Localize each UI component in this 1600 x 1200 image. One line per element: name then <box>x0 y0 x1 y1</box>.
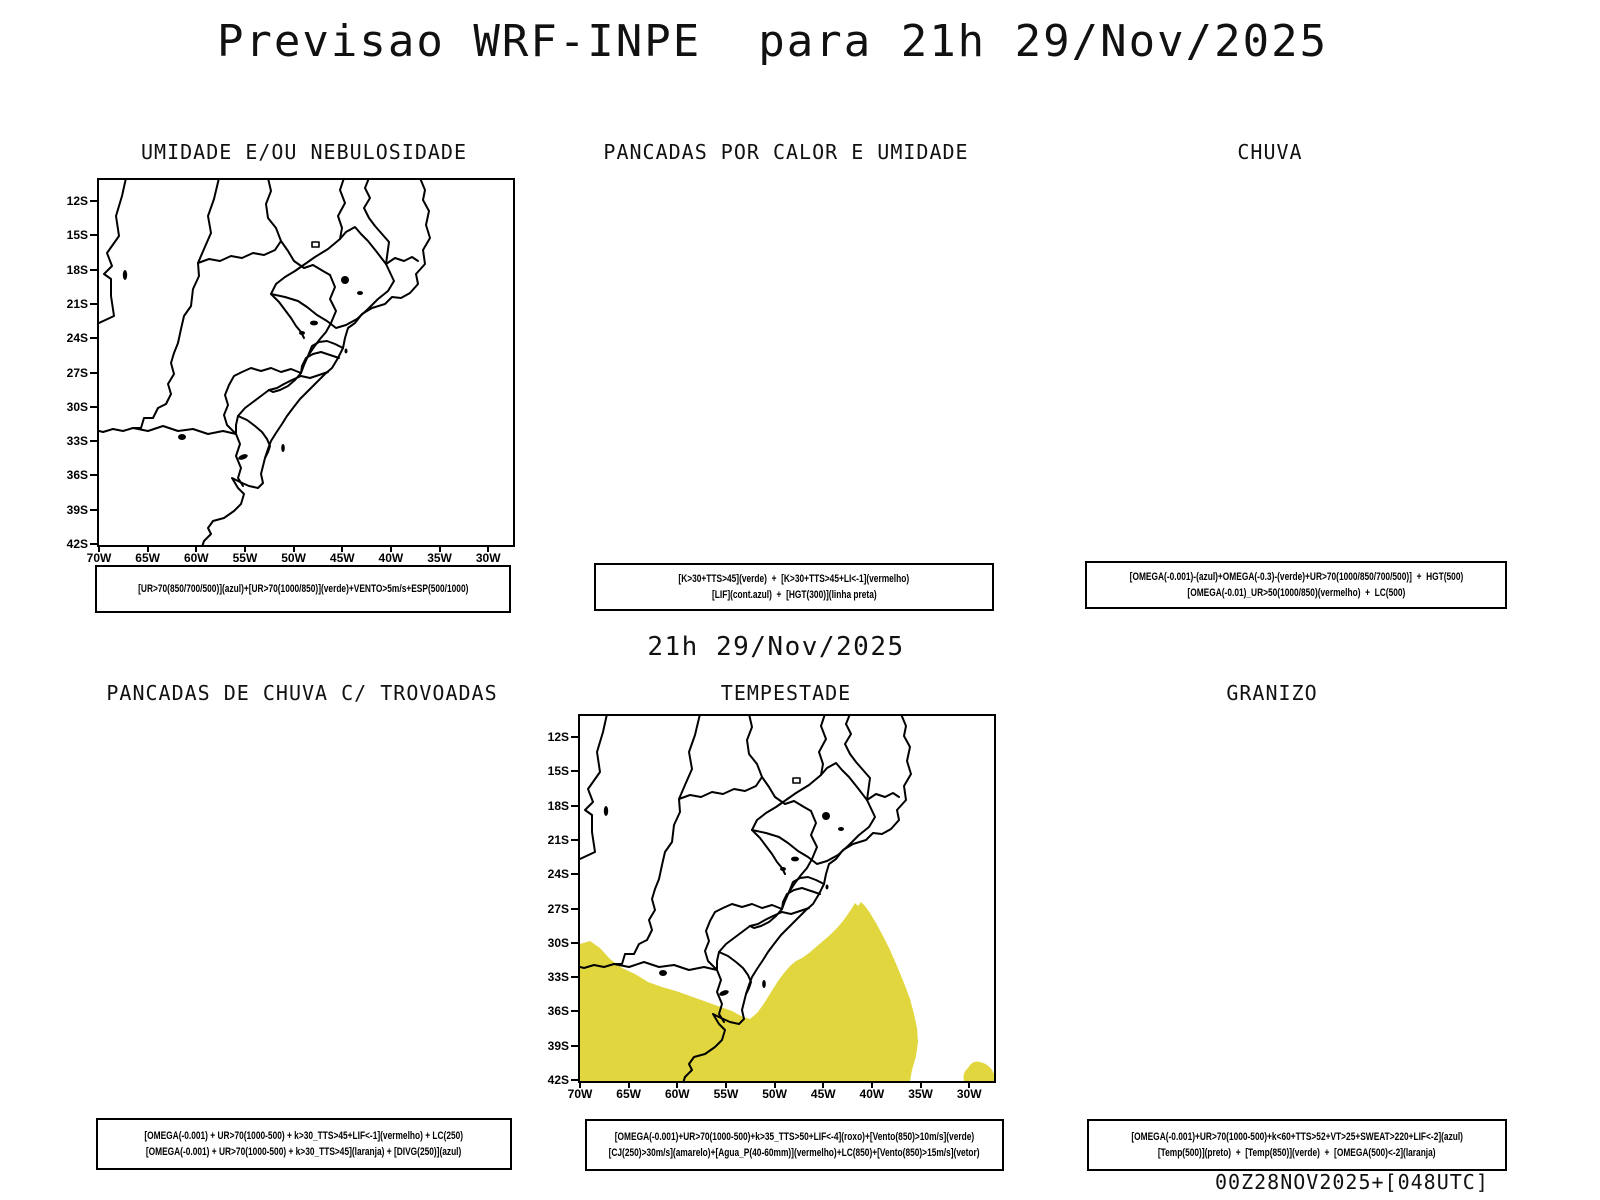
lat-tick-mark <box>90 303 97 305</box>
subtitle-datetime: 21h 29/Nov/2025 <box>647 632 905 662</box>
lat-tick-mark <box>571 805 578 807</box>
lat-tick-label: 24S <box>66 331 88 346</box>
lon-tick-label: 50W <box>281 551 306 565</box>
legend-line: [OMEGA(-0.001)+UR>70(1000-500)+k>35_TTS>50+LIF<-4](roxo)+[Vento(850)>10m/s](verde) <box>614 1131 975 1143</box>
panel-title-trovoadas: PANCADAS DE CHUVA C/ TROVOADAS <box>106 681 498 705</box>
legend-line: [OMEGA(-0.001) + UR>70(1000-500) + k>30_TTS>45+LIF<-1](vermelho) + LC(250) <box>144 1130 464 1142</box>
lat-tick-mark <box>571 873 578 875</box>
lon-tick-label: 70W <box>567 1087 593 1101</box>
legend-box-tempestade <box>585 1119 1004 1171</box>
legend-line: [Temp(500)](preto) + [Temp(850)](verde) + [OMEGA(500)<-2](laranja) <box>1158 1147 1436 1159</box>
lat-tick-mark <box>90 406 97 408</box>
lon-tick-label: 50W <box>762 1087 787 1101</box>
lat-tick-mark <box>90 337 97 339</box>
lat-tick-label: 15S <box>547 764 569 779</box>
lon-tick-label: 65W <box>135 551 160 565</box>
lon-tick-label: 40W <box>859 1087 885 1101</box>
panel-title-umidade: UMIDADE E/OU NEBULOSIDADE <box>140 140 468 164</box>
map-tempestade-canvas <box>580 716 994 1081</box>
lat-tick-mark <box>571 736 578 738</box>
lat-tick-label: 27S <box>547 901 569 916</box>
lon-tick-label: 70W <box>86 551 112 565</box>
lat-tick-mark <box>90 234 97 236</box>
legend-line: [K>30+TTS>45](verde) + [K>30+TTS>45+LI<-1](vermelho) <box>678 573 910 585</box>
legend-box-umidade <box>95 565 511 613</box>
legend-line: [OMEGA(-0.001)+UR>70(1000-500)+k<60+TTS>52+VT>25+SWEAT>220+LIF<-2](azul) <box>1131 1131 1463 1143</box>
lat-tick-label: 33S <box>547 970 569 985</box>
lat-tick-mark <box>571 1079 578 1081</box>
lat-tick-label: 27S <box>66 365 88 380</box>
lat-tick-mark <box>571 770 578 772</box>
map-umidade <box>66 178 515 565</box>
lat-tick-label: 15S <box>66 228 88 243</box>
lat-tick-mark <box>90 440 97 442</box>
lat-tick-mark <box>90 509 97 511</box>
lat-tick-mark <box>90 474 97 476</box>
lat-tick-label: 24S <box>547 867 569 882</box>
lon-tick-label: 30W <box>475 551 501 565</box>
lat-tick-mark <box>571 839 578 841</box>
lat-tick-mark <box>90 543 97 545</box>
lat-tick-mark <box>571 976 578 978</box>
lat-tick-mark <box>90 200 97 202</box>
lon-tick-label: 55W <box>232 551 258 565</box>
lon-tick-label: 45W <box>810 1087 836 1101</box>
lon-tick-label: 65W <box>616 1087 641 1101</box>
legend-line: [UR>70(850/700/500)](azul)+[UR>70(1000/850)](verde)+VENTO>5m/s+ESP(500/1000) <box>137 583 469 595</box>
lon-tick-label: 45W <box>329 551 355 565</box>
lon-tick-label: 35W <box>427 551 452 565</box>
legend-box-trovoadas <box>96 1118 512 1170</box>
lon-tick-label: 35W <box>908 1087 933 1101</box>
lat-tick-label: 42S <box>547 1073 569 1087</box>
map-umidade-canvas <box>99 180 513 545</box>
lat-tick-label: 36S <box>547 1004 569 1019</box>
lat-tick-label: 30S <box>66 399 88 414</box>
lon-tick-label: 30W <box>956 1087 982 1101</box>
panel-title-granizo: GRANIZO <box>1226 681 1318 705</box>
main-title: Previsao WRF-INPE para 21h 29/Nov/2025 <box>216 16 1329 67</box>
footer-run-info: 00Z28NOV2025+[048UTC] <box>1215 1170 1489 1194</box>
lat-tick-label: 42S <box>66 537 88 551</box>
legend-line: [CJ(250)>30m/s](amarelo)+[Agua_P(40-60mm)](vermelho)+LC(850)+[Vento(850)>15m/s](vetor) <box>609 1147 980 1159</box>
lon-tick-label: 60W <box>183 551 209 565</box>
lat-tick-mark <box>90 372 97 374</box>
legend-line: [OMEGA(-0.001) + UR>70(1000-500) + k>30_TTS>45](laranja) + [DIVG(250)](azul) <box>146 1146 462 1158</box>
panel-title-tempestade: TEMPESTADE <box>720 681 852 705</box>
legend-line: [OMEGA(-0.01)_UR>50(1000/850)(vermelho) + LC(500) <box>1187 587 1405 599</box>
lat-tick-label: 39S <box>547 1038 569 1053</box>
legend-box-chuva <box>1085 561 1507 609</box>
lat-tick-label: 33S <box>66 434 88 449</box>
lat-tick-label: 36S <box>66 468 88 483</box>
legend-box-pancadas-calor <box>594 563 994 611</box>
panel-title-chuva: CHUVA <box>1237 140 1303 164</box>
lat-tick-mark <box>90 269 97 271</box>
map-tempestade <box>547 714 996 1101</box>
lat-tick-mark <box>571 1010 578 1012</box>
lat-tick-label: 21S <box>547 832 569 847</box>
lat-tick-mark <box>571 942 578 944</box>
lat-tick-label: 12S <box>547 730 569 744</box>
lat-tick-label: 18S <box>547 798 569 813</box>
legend-line: [OMEGA(-0.001)-(azul)+OMEGA(-0.3)-(verde)+UR>70(1000/850/700/500)] + HGT(500) <box>1129 571 1463 583</box>
lat-tick-label: 21S <box>66 296 88 311</box>
lat-tick-label: 39S <box>66 502 88 517</box>
lon-tick-label: 60W <box>664 1087 690 1101</box>
lat-tick-mark <box>571 908 578 910</box>
legend-box-granizo <box>1087 1119 1507 1171</box>
lon-tick-label: 40W <box>378 551 404 565</box>
lat-tick-label: 12S <box>66 194 88 208</box>
legend-line: [LIF](cont.azul) + [HGT(300)](linha preta) <box>711 589 877 601</box>
lat-tick-mark <box>571 1045 578 1047</box>
panel-title-pancadas-calor: PANCADAS POR CALOR E UMIDADE <box>603 140 969 164</box>
lat-tick-label: 18S <box>66 262 88 277</box>
lat-tick-label: 30S <box>547 935 569 950</box>
lon-tick-label: 55W <box>713 1087 739 1101</box>
